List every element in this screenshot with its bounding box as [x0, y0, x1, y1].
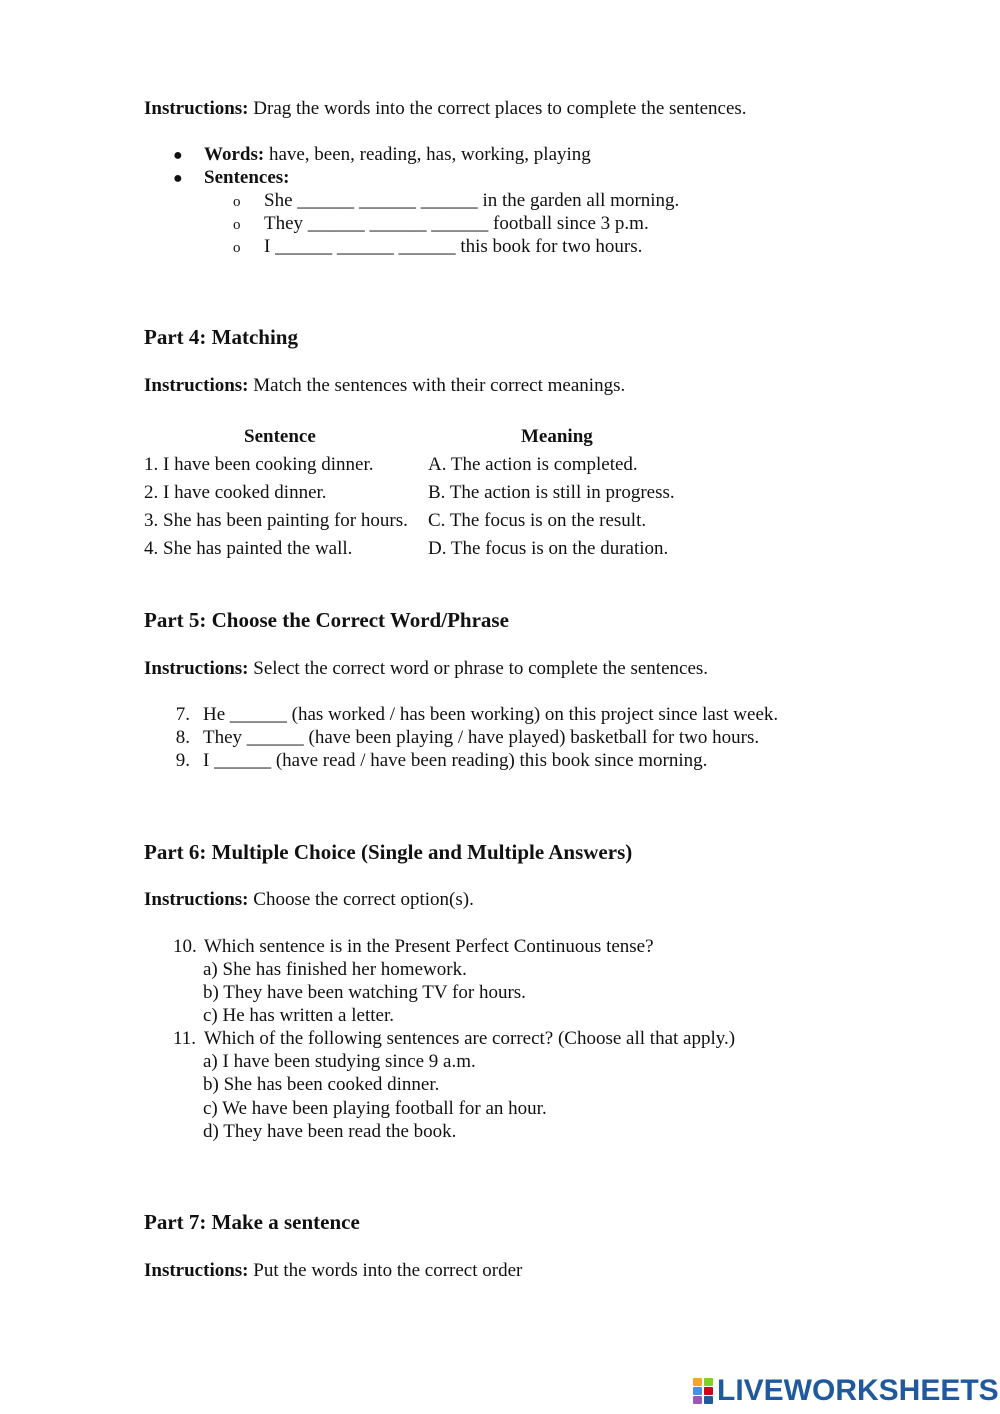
mc-option: b) She has been cooked dinner.	[203, 1074, 440, 1095]
words-line	[204, 143, 591, 166]
matching-sentence: 2. I have cooked dinner.	[144, 482, 327, 503]
instructions-label: Instructions:	[144, 1260, 249, 1281]
liveworksheets-logo	[693, 1376, 999, 1406]
instructions-text: Put the words into the correct order	[253, 1260, 523, 1281]
instructions-text: Select the correct word or phrase to complete the sentences.	[253, 658, 709, 679]
question-number: 10.	[173, 936, 197, 957]
part4-title: Part 4: Matching	[144, 325, 298, 349]
drag-sentence: She ______ ______ ______ in the garden all morning.	[264, 190, 680, 211]
part6-title: Part 6: Multiple Choice (Single and Multiple Answers)	[144, 840, 633, 864]
instructions-text: Drag the words into the correct places to complete the sentences.	[253, 98, 747, 119]
circle-bullet-icon: o	[233, 240, 241, 256]
matching-sentence: 3. She has been painting for hours.	[144, 510, 408, 531]
part6-instructions	[144, 888, 474, 911]
matching-meaning: C. The focus is on the result.	[428, 510, 647, 531]
mc-option: c) He has written a letter.	[203, 1005, 394, 1026]
matching-sentence: 1. I have been cooking dinner.	[144, 454, 374, 475]
circle-bullet-icon: o	[233, 194, 241, 210]
column-header-sentence: Sentence	[244, 426, 316, 447]
bullet-icon: ●	[173, 147, 183, 164]
part7-instructions	[144, 1259, 522, 1282]
part4-instructions	[144, 374, 625, 397]
instructions-label: Instructions:	[144, 658, 249, 679]
question-number: 8.	[175, 727, 190, 748]
matching-sentence: 4. She has painted the wall.	[144, 538, 353, 559]
instructions-text: Match the sentences with their correct meanings.	[253, 375, 626, 396]
liveworksheets-mark-icon	[693, 1378, 715, 1404]
instructions-label: Instructions:	[144, 98, 249, 119]
matching-meaning: A. The action is completed.	[428, 454, 638, 475]
mc-option: d) They have been read the book.	[203, 1121, 457, 1142]
question-number: 11.	[173, 1028, 197, 1049]
words-label: Words:	[204, 144, 265, 165]
question-number: 7.	[175, 704, 190, 725]
bullet-icon: ●	[173, 170, 183, 187]
instructions-label: Instructions:	[144, 375, 249, 396]
mc-option: c) We have been playing football for an hour.	[203, 1098, 547, 1119]
part5-title: Part 5: Choose the Correct Word/Phrase	[144, 608, 509, 632]
liveworksheets-wordmark: LIVEWORKSHEETS	[717, 1374, 999, 1407]
circle-bullet-icon: o	[233, 217, 241, 233]
part5-instructions	[144, 657, 708, 680]
mc-option: a) I have been studying since 9 a.m.	[203, 1051, 476, 1072]
mc-question: Which sentence is in the Present Perfect Continuous tense?	[204, 936, 654, 957]
part3-instructions	[144, 97, 747, 120]
instructions-text: Choose the correct option(s).	[253, 889, 474, 910]
choose-sentence: I ______ (have read / have been reading) this book since morning.	[203, 750, 708, 771]
matching-meaning: B. The action is still in progress.	[428, 482, 675, 503]
matching-meaning: D. The focus is on the duration.	[428, 538, 669, 559]
drag-sentence: I ______ ______ ______ this book for two hours.	[264, 236, 643, 257]
choose-sentence: They ______ (have been playing / have played) basketball for two hours.	[203, 727, 760, 748]
mc-option: b) They have been watching TV for hours.	[203, 982, 526, 1003]
word-bank: have, been, reading, has, working, playing	[268, 144, 591, 165]
part7-title: Part 7: Make a sentence	[144, 1210, 360, 1234]
mc-question: Which of the following sentences are correct? (Choose all that apply.)	[204, 1028, 736, 1049]
mc-option: a) She has finished her homework.	[203, 959, 467, 980]
choose-sentence: He ______ (has worked / has been working) on this project since last week.	[203, 704, 779, 725]
sentences-label: Sentences:	[204, 167, 290, 188]
drag-sentence: They ______ ______ ______ football since 3 p.m.	[264, 213, 649, 234]
instructions-label: Instructions:	[144, 889, 249, 910]
question-number: 9.	[175, 750, 190, 771]
column-header-meaning: Meaning	[521, 426, 593, 447]
